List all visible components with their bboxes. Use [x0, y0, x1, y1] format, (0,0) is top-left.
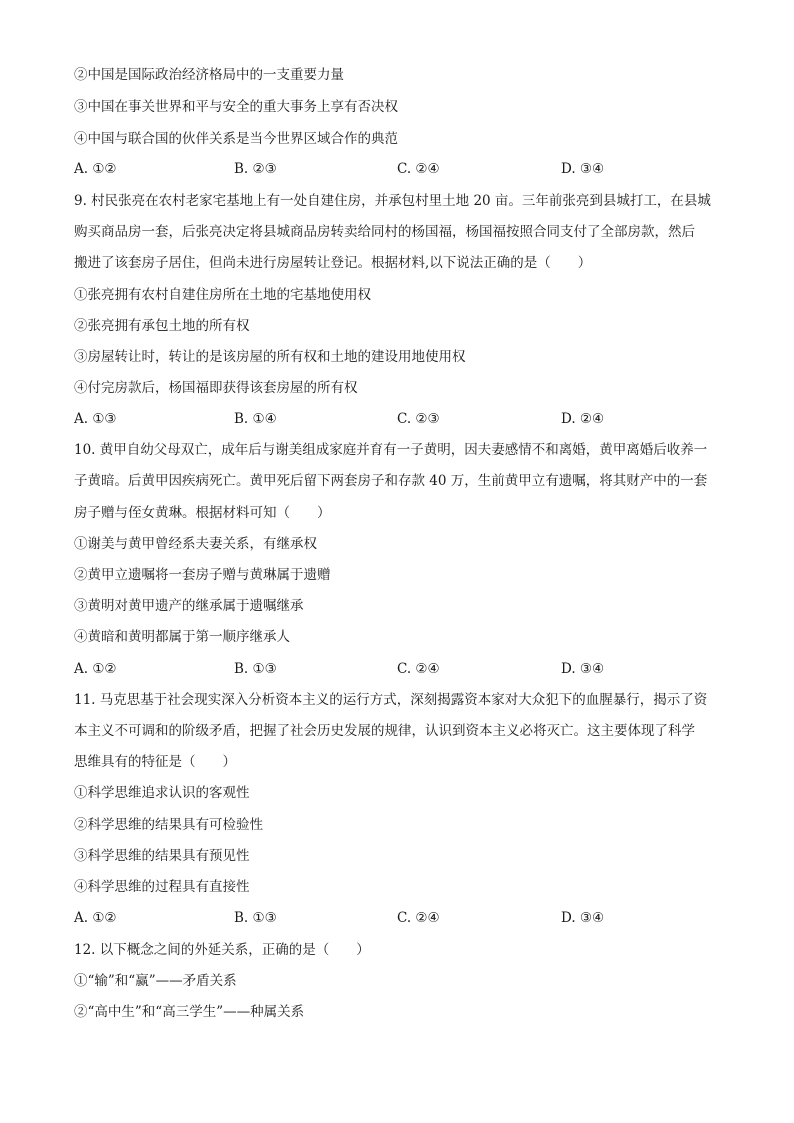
q10-options: [74, 659, 734, 679]
q10-option-d: D. ③④: [561, 661, 605, 677]
q10-stem-line-3: 房子赠与侄女黄琳。根据材料可知（ ）: [74, 505, 331, 521]
q11-stem-line-3: 思维具有的特征是（ ）: [74, 754, 236, 770]
q9-stem-line-1: 9. 村民张亮在农村老家宅基地上有一处自建住房，并承包村里土地 20 亩。三年前张亮到县城打工，在县城: [74, 193, 711, 209]
q9-stem-line-3: 搬进了该套房子居住，但尚未进行房屋转让登记。根据材料,以下说法正确的是（ ）: [74, 255, 592, 271]
q11-item-1: ①科学思维追求认识的客观性: [74, 785, 250, 801]
q8-item-2: ②中国是国际政治经济格局中的一支重要力量: [74, 67, 344, 83]
q8-option-b: B. ②③: [234, 161, 277, 177]
q11-option-a: A. ①②: [74, 910, 117, 926]
q11-option-d: D. ③④: [561, 910, 605, 926]
q10-item-2: ②黄甲立遗嘱将一套房子赠与黄琳属于遗赠: [74, 567, 331, 583]
q9-option-a: A. ①③: [74, 411, 117, 427]
q9-item-2: ②张亮拥有承包土地的所有权: [74, 318, 250, 334]
q8-item-4: ④中国与联合国的伙伴关系是当今世界区域合作的典范: [74, 131, 398, 147]
q10-stem-line-1: 10. 黄甲自幼父母双亡，成年后与谢美组成家庭并育有一子黄明，因夫妻感情不和离婚，黄甲离婚后收养一: [74, 442, 708, 458]
q9-options: [74, 409, 734, 429]
q8-item-3: ③中国在事关世界和平与安全的重大事务上享有否决权: [74, 99, 398, 115]
q8-option-a: A. ①②: [74, 161, 117, 177]
q11-option-c: C. ②④: [397, 910, 440, 926]
q11-stem-line-2: 本主义不可调和的阶级矛盾，把握了社会历史发展的规律，认识到资本主义必将灭亡。这主要体现了科学: [74, 723, 695, 739]
q12-stem-line-1: 12. 以下概念之间的外延关系，正确的是（ ）: [74, 942, 370, 958]
q9-option-d: D. ②④: [561, 411, 605, 427]
q10-option-a: A. ①②: [74, 661, 117, 677]
q10-item-4: ④黄暗和黄明都属于第一顺序继承人: [74, 629, 290, 645]
q12-item-1: ①“输”和“赢”——矛盾关系: [74, 973, 237, 989]
q9-option-c: C. ②③: [397, 411, 440, 427]
q9-item-1: ①张亮拥有农村自建住房所在土地的宅基地使用权: [74, 287, 371, 303]
q9-item-3: ③房屋转让时，转让的是该房屋的所有权和土地的建设用地使用权: [74, 349, 466, 365]
q8-option-c: C. ②④: [397, 161, 440, 177]
q10-stem-line-2: 子黄暗。后黄甲因疾病死亡。黄甲死后留下两套房子和存款 40 万，生前黄甲立有遗嘱，将其财产中的一套: [74, 473, 708, 489]
q10-option-c: C. ②④: [397, 661, 440, 677]
q11-stem-line-1: 11. 马克思基于社会现实深入分析资本主义的运行方式，深刻揭露资本家对大众犯下的血腥暴行，揭示了资: [74, 692, 708, 708]
q8-option-d: D. ③④: [561, 161, 605, 177]
q11-options: [74, 908, 734, 928]
q9-option-b: B. ①④: [234, 411, 277, 427]
q11-option-b: B. ①③: [234, 910, 277, 926]
q10-item-3: ③黄明对黄甲遗产的继承属于遗嘱继承: [74, 598, 304, 614]
q12-item-2: ②“高中生”和“高三学生”——种属关系: [74, 1004, 305, 1020]
q10-option-b: B. ①③: [234, 661, 277, 677]
q11-item-2: ②科学思维的结果具有可检验性: [74, 817, 263, 833]
q10-item-1: ①谢美与黄甲曾经系夫妻关系，有继承权: [74, 536, 317, 552]
q11-item-3: ③科学思维的结果具有预见性: [74, 848, 250, 864]
q9-item-4: ④付完房款后，杨国福即获得该套房屋的所有权: [74, 380, 358, 396]
q8-options: [74, 159, 734, 179]
q9-stem-line-2: 购买商品房一套，后张亮决定将县城商品房转卖给同村的杨国福，杨国福按照合同支付了全部房款，然后: [74, 224, 695, 240]
q11-item-4: ④科学思维的过程具有直接性: [74, 879, 250, 895]
